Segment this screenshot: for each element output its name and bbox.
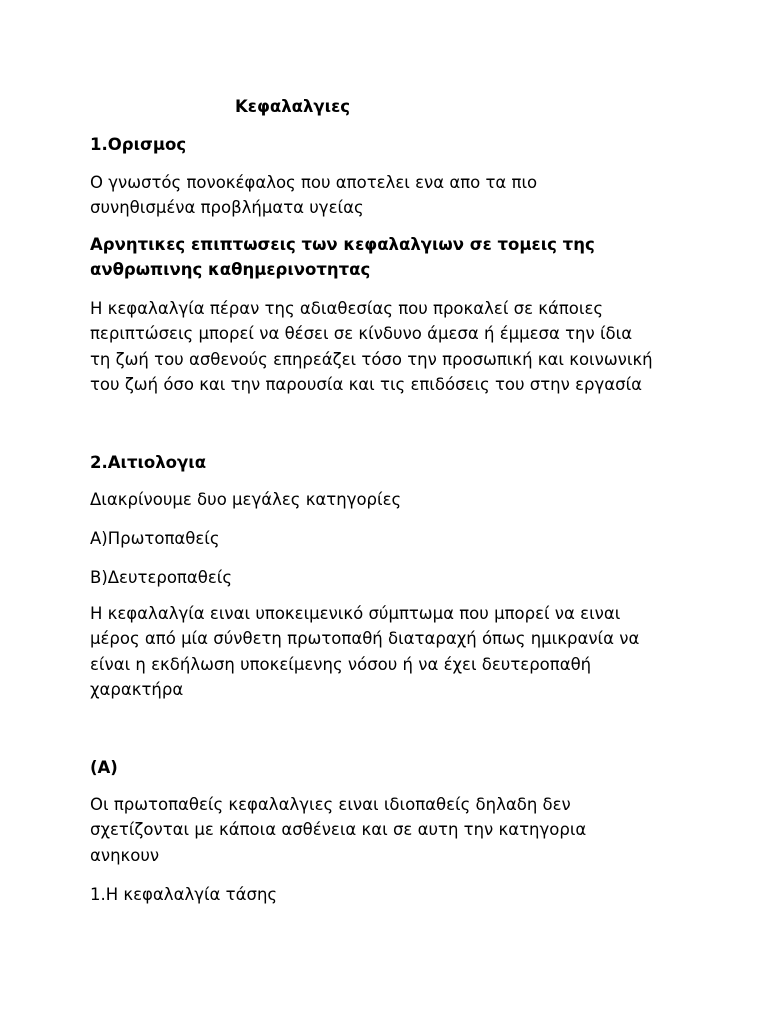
section-heading-etiology: 2.Αιτιολογια	[90, 453, 207, 472]
paragraph-line: περιπτώσεις μπορεί να θέσει σε κίνδυνο άμεσα ή έμμεσα την ίδια	[90, 324, 633, 344]
paragraph-line: μέρος από μία σύνθετη πρωτοπαθή διαταραχή όπως ημικρανία να	[90, 629, 640, 649]
definition-paragraph	[90, 170, 710, 221]
paragraph-line: Οι πρωτοπαθείς κεφαλαλγιες ειναι ιδιοπαθείς δηλαδη δεν	[90, 795, 571, 814]
paragraph-line: είναι η εκδήλωση υποκείμενης νόσου ή να έχει δευτεροπαθή	[90, 654, 592, 674]
category-b: Β)Δευτεροπαθείς	[90, 568, 233, 587]
heading-line: Αρνητικες επιπτωσεις των κεφαλαλγιων σε τομεις της	[90, 235, 595, 254]
categories-intro: Διακρίνουμε δυο μεγάλες κατηγορίες	[90, 490, 402, 509]
document-title: Κεφαλαλγιες	[235, 97, 351, 116]
paragraph-line: σχετίζονται με κάποια ασθένεια και σε αυτη την κατηγορια	[90, 820, 587, 840]
list-item-tension-headache: 1.Η κεφαλαλγία τάσης	[90, 885, 278, 904]
section-heading-primary: (Α)	[90, 758, 118, 777]
paragraph-line: Ο γνωστός πονοκέφαλος που αποτελει ενα απο τα πιο	[90, 173, 538, 192]
heading-line: ανθρωπινης καθημερινοτητας	[90, 260, 371, 280]
paragraph-line: χαρακτήρα	[90, 679, 184, 699]
consequences-paragraph	[90, 296, 710, 397]
category-a: Α)Πρωτοπαθείς	[90, 529, 220, 548]
paragraph-line: Η κεφαλαλγία ειναι υποκειμενικό σύμπτωμα που μπορεί να ειναι	[90, 604, 621, 623]
primary-paragraph	[90, 792, 710, 868]
paragraph-line: τη ζωή του ασθενούς επηρεάζει τόσο την προσωπική και κοινωνική	[90, 349, 653, 369]
paragraph-line: Η κεφαλαλγία πέραν της αδιαθεσίας που προκαλεί σε κάποιες	[90, 299, 604, 318]
paragraph-line: συνηθισμένα προβλήματα υγείας	[90, 198, 364, 218]
symptom-paragraph	[90, 601, 710, 702]
consequences-heading	[90, 232, 710, 283]
paragraph-line: ανηκουν	[90, 845, 160, 865]
paragraph-line: του ζωή όσο και την παρουσία και τις επιδόσεις του στην εργασία	[90, 374, 643, 394]
section-heading-definition: 1.Ορισμος	[90, 135, 187, 154]
